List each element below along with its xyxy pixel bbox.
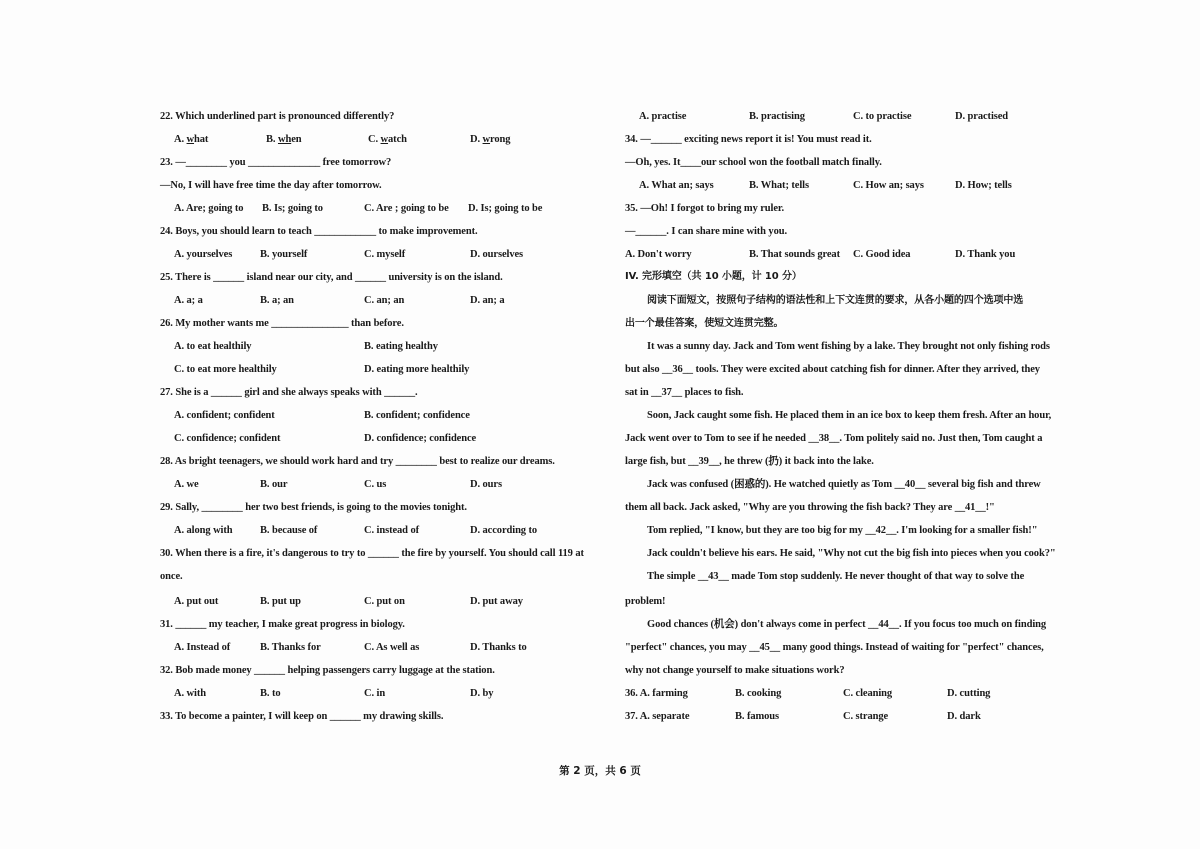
- text-segment: B. Is; going to: [262, 203, 323, 214]
- answer-option: [364, 202, 449, 216]
- answer-option: [639, 179, 714, 193]
- text-segment: 35. —Oh! I forgot to bring my ruler.: [625, 203, 785, 214]
- answer-option: [364, 409, 470, 423]
- answer-option: [364, 363, 469, 377]
- answer-option: [364, 478, 386, 492]
- question-text: [160, 618, 405, 632]
- text-segment: __41__: [954, 502, 986, 513]
- answer-option: [174, 478, 199, 492]
- text-segment: . I'm looking for a smaller fish!": [896, 525, 1038, 536]
- answer-option: [266, 133, 302, 147]
- text-segment: C. Good idea: [853, 249, 911, 260]
- answer-option: [625, 710, 689, 724]
- text-segment: B. That sounds great: [749, 249, 840, 260]
- text-segment: Soon, Jack caught some fish. He placed them in an ice box to keep them fresh. After an hour,: [647, 410, 1052, 421]
- answer-option: [843, 710, 888, 724]
- answer-option: [260, 687, 281, 701]
- answer-option: [364, 432, 476, 446]
- answer-option: [955, 110, 1008, 124]
- answer-option: [174, 363, 277, 377]
- text-segment: A. put out: [174, 596, 219, 607]
- text-segment: A. with: [174, 688, 206, 699]
- text-segment: en: [291, 134, 302, 145]
- text-segment: C. to practise: [853, 111, 912, 122]
- text-segment: 27. She is a ______ girl and she always speaks with ______.: [160, 387, 418, 398]
- question-text: [625, 664, 845, 678]
- underlined-text: w: [380, 134, 389, 145]
- question-text: [160, 179, 382, 193]
- text-segment: D. practised: [955, 111, 1009, 122]
- text-segment: A. What an; says: [639, 180, 714, 191]
- text-segment: tools. They were excited about catching fish for dinner. After they arrived, they: [692, 364, 1040, 375]
- answer-option: [470, 248, 523, 262]
- question-text: [625, 478, 1041, 492]
- text-segment: D. ours: [470, 479, 502, 490]
- answer-option: [174, 340, 251, 354]
- question-text: [625, 340, 1050, 354]
- underlined-text: wh: [277, 134, 292, 145]
- text-segment: __43__: [697, 571, 729, 582]
- question-text: [160, 501, 467, 515]
- text-segment: A. Don't worry: [625, 249, 692, 260]
- answer-option: [853, 110, 911, 124]
- question-text: [160, 110, 394, 124]
- text-segment: 26. My mother wants me _______________ than before.: [160, 318, 404, 329]
- text-segment: A.: [174, 134, 187, 145]
- question-text: [625, 363, 1040, 377]
- answer-option: [947, 687, 990, 701]
- answer-option: [853, 248, 910, 262]
- text-segment: . Tom politely said no. Just then, Tom caught a: [839, 433, 1043, 444]
- answer-option: [364, 641, 419, 655]
- text-segment: __45__: [749, 642, 781, 653]
- answer-option: [749, 110, 805, 124]
- text-segment: !": [985, 502, 995, 513]
- question-text: [160, 225, 478, 239]
- text-segment: B. eating healthy: [364, 341, 438, 352]
- text-segment: but also: [625, 364, 663, 375]
- answer-option: [174, 294, 203, 308]
- answer-option: [260, 294, 294, 308]
- answer-option: [735, 710, 779, 724]
- text-segment: C. us: [364, 479, 387, 490]
- answer-option: [174, 248, 232, 262]
- answer-option: [749, 248, 840, 262]
- text-segment: IV. 完形填空（共 10 小题，计 10 分）: [625, 271, 802, 282]
- question-text: [625, 524, 1037, 538]
- text-segment: __39__: [688, 456, 720, 467]
- answer-option: [364, 340, 438, 354]
- text-segment: 34. —______ exciting news report it is! You must read it.: [625, 134, 872, 145]
- answer-option: [470, 595, 523, 609]
- answer-option: [174, 202, 243, 216]
- answer-option: [260, 524, 317, 538]
- answer-option: [735, 687, 781, 701]
- section-text: [625, 294, 1023, 308]
- underlined-text: w: [186, 134, 195, 145]
- answer-option: [174, 687, 206, 701]
- text-segment: A. confident; confident: [174, 410, 275, 421]
- answer-option: [174, 409, 275, 423]
- text-segment: B. put up: [260, 596, 301, 607]
- answer-option: [470, 687, 493, 701]
- text-segment: C. in: [364, 688, 386, 699]
- question-text: [160, 317, 404, 331]
- underlined-text: w: [482, 134, 491, 145]
- text-segment: places to fish.: [682, 387, 744, 398]
- question-text: [160, 386, 418, 400]
- answer-option: [470, 294, 505, 308]
- question-text: [625, 618, 1046, 632]
- text-segment: C. As well as: [364, 642, 420, 653]
- text-segment: 28. As bright teenagers, we should work hard and try ________ best to realize our dreams.: [160, 456, 555, 467]
- answer-option: [625, 248, 692, 262]
- text-segment: 阅读下面短文，按照句子结构的语法性和上下文连贯的要求，从各小题的四个选项中选: [647, 295, 1024, 306]
- text-segment: C. myself: [364, 249, 406, 260]
- question-text: [625, 455, 874, 469]
- question-text: [625, 570, 1024, 584]
- text-segment: rong: [490, 134, 511, 145]
- question-text: [160, 570, 183, 584]
- text-segment: atch: [388, 134, 407, 145]
- text-segment: B. because of: [260, 525, 318, 536]
- text-segment: B. to: [260, 688, 281, 699]
- text-segment: 出一个最佳答案，使短文连贯完整。: [625, 318, 784, 329]
- answer-option: [174, 524, 233, 538]
- text-segment: D. Thank you: [955, 249, 1016, 260]
- text-segment: D. an; a: [470, 295, 505, 306]
- answer-option: [260, 478, 287, 492]
- text-segment: A. to eat healthily: [174, 341, 252, 352]
- text-segment: __42__: [865, 525, 897, 536]
- question-text: [625, 595, 665, 609]
- answer-option: [639, 110, 686, 124]
- answer-option: [174, 133, 208, 147]
- text-segment: B. famous: [735, 711, 780, 722]
- text-segment: __38__: [808, 433, 840, 444]
- text-segment: problem!: [625, 596, 666, 607]
- text-segment: D. eating more healthily: [364, 364, 470, 375]
- answer-option: [955, 179, 1012, 193]
- question-text: [625, 641, 1044, 655]
- question-text: [160, 664, 495, 678]
- answer-option: [174, 432, 280, 446]
- answer-option: [955, 248, 1015, 262]
- text-segment: , he threw (扔) it back into the lake.: [719, 456, 874, 467]
- answer-option: [368, 133, 407, 147]
- question-text: [625, 225, 787, 239]
- question-text: [160, 156, 391, 170]
- question-text: [625, 432, 1042, 446]
- question-text: [625, 547, 1056, 561]
- section-text: [625, 317, 783, 331]
- text-segment: B.: [266, 134, 278, 145]
- text-segment: 31. ______ my teacher, I make great progress in biology.: [160, 619, 405, 630]
- answer-option: [470, 478, 502, 492]
- text-segment: 25. There is ______ island near our city, and ______ university is on the island.: [160, 272, 503, 283]
- text-segment: A. yourselves: [174, 249, 233, 260]
- text-segment: 36. A. farming: [625, 688, 688, 699]
- text-segment: C.: [368, 134, 381, 145]
- answer-option: [470, 641, 527, 655]
- text-segment: 32. Bob made money ______ helping passengers carry luggage at the station.: [160, 665, 495, 676]
- answer-option: [364, 248, 405, 262]
- answer-option: [260, 595, 301, 609]
- answer-option: [625, 687, 688, 701]
- text-segment: C. strange: [843, 711, 889, 722]
- question-text: [625, 386, 743, 400]
- text-segment: A. Are; going to: [174, 203, 244, 214]
- answer-option: [470, 133, 510, 147]
- text-segment: __44__: [868, 619, 899, 630]
- text-segment: B. a; an: [260, 295, 294, 306]
- text-segment: —Oh, yes. It____our school won the football match finally.: [625, 157, 882, 168]
- answer-option: [260, 248, 307, 262]
- text-segment: The simple: [647, 571, 698, 582]
- question-text: [160, 271, 503, 285]
- question-text: [160, 455, 555, 469]
- text-segment: B. confident; confidence: [364, 410, 470, 421]
- text-segment: —No, I will have free time the day after tomorrow.: [160, 180, 382, 191]
- question-text: [160, 547, 584, 561]
- text-segment: 33. To become a painter, I will keep on ______ my drawing skills.: [160, 711, 444, 722]
- text-segment: C. confidence; confident: [174, 433, 281, 444]
- answer-option: [947, 710, 981, 724]
- text-segment: them all back. Jack asked, "Why are you throwing the fish back? They are: [625, 502, 955, 513]
- text-segment: C. an; an: [364, 295, 405, 306]
- text-segment: A. practise: [639, 111, 687, 122]
- text-segment: 23. —________ you ______________ free tomorrow?: [160, 157, 392, 168]
- text-segment: 30. When there is a fire, it's dangerous to try to ______ the fire by yourself. You should call 119 at: [160, 548, 584, 559]
- text-segment: __37__: [651, 387, 683, 398]
- question-text: [625, 501, 995, 515]
- answer-option: [470, 524, 537, 538]
- answer-option: [260, 641, 321, 655]
- section-text: [625, 270, 802, 284]
- text-segment: Good chances (机会) don't always come in perfect: [647, 619, 869, 630]
- text-segment: A. along with: [174, 525, 233, 536]
- text-segment: large fish, but: [625, 456, 689, 467]
- text-segment: D.: [470, 134, 483, 145]
- text-segment: Jack was confused (困惑的). He watched quietly as Tom: [647, 479, 895, 490]
- text-segment: It was a sunny day. Jack and Tom went fishing by a lake. They brought not only fishing rods: [647, 341, 1050, 352]
- text-segment: once.: [160, 571, 183, 582]
- text-segment: several big fish and threw: [925, 479, 1041, 490]
- answer-option: [364, 294, 404, 308]
- text-segment: B. Thanks for: [260, 642, 321, 653]
- text-segment: __40__: [894, 479, 926, 490]
- answer-option: [749, 179, 809, 193]
- text-segment: D. according to: [470, 525, 538, 536]
- answer-option: [853, 179, 924, 193]
- text-segment: C. Are ; going to be: [364, 203, 449, 214]
- text-segment: many good things. Instead of waiting for "perfect" chances,: [780, 642, 1044, 653]
- text-segment: C. How an; says: [853, 180, 924, 191]
- answer-option: [468, 202, 542, 216]
- text-segment: sat in: [625, 387, 652, 398]
- text-segment: 24. Boys, you should learn to teach ____________ to make improvement.: [160, 226, 478, 237]
- text-segment: Tom replied, "I know, but they are too big for my: [647, 525, 866, 536]
- text-segment: . If you focus too much on finding: [898, 619, 1047, 630]
- answer-option: [262, 202, 323, 216]
- text-segment: 37. A. separate: [625, 711, 690, 722]
- answer-option: [364, 687, 385, 701]
- text-segment: "perfect" chances, you may: [625, 642, 750, 653]
- text-segment: B. yourself: [260, 249, 308, 260]
- text-segment: C. put on: [364, 596, 405, 607]
- answer-option: [364, 524, 419, 538]
- answer-option: [174, 641, 230, 655]
- text-segment: D. dark: [947, 711, 981, 722]
- text-segment: B. What; tells: [749, 180, 809, 191]
- text-segment: D. Thanks to: [470, 642, 527, 653]
- text-segment: C. cleaning: [843, 688, 893, 699]
- answer-option: [364, 595, 405, 609]
- text-segment: __36__: [662, 364, 693, 375]
- page-footer: 第 2 页，共 6 页: [559, 765, 641, 777]
- answer-option: [174, 595, 218, 609]
- text-segment: 22. Which underlined part is pronounced differently?: [160, 111, 395, 122]
- text-segment: A. Instead of: [174, 642, 231, 653]
- question-text: [625, 133, 872, 147]
- text-segment: D. ourselves: [470, 249, 524, 260]
- answer-option: [843, 687, 892, 701]
- text-segment: D. Is; going to be: [468, 203, 543, 214]
- question-text: [625, 202, 784, 216]
- text-segment: —______. I can share mine with you.: [625, 226, 787, 237]
- text-segment: B. cooking: [735, 688, 782, 699]
- text-segment: Jack couldn't believe his ears. He said, "Why not cut the big fish into pieces when you cook?": [647, 548, 1056, 559]
- question-text: [160, 710, 443, 724]
- text-segment: D. How; tells: [955, 180, 1012, 191]
- text-segment: hat: [194, 134, 209, 145]
- text-segment: Jack went over to Tom to see if he needed: [625, 433, 809, 444]
- text-segment: B. practising: [749, 111, 805, 122]
- text-segment: D. confidence; confidence: [364, 433, 477, 444]
- question-text: [625, 409, 1051, 423]
- text-segment: made Tom stop suddenly. He never thought of that way to solve the: [728, 571, 1025, 582]
- question-text: [625, 156, 882, 170]
- text-segment: A. a; a: [174, 295, 203, 306]
- text-segment: C. instead of: [364, 525, 419, 536]
- text-segment: D. cutting: [947, 688, 991, 699]
- text-segment: why not change yourself to make situations work?: [625, 665, 845, 676]
- text-segment: A. we: [174, 479, 199, 490]
- text-segment: 29. Sally, ________ her two best friends, is going to the movies tonight.: [160, 502, 467, 513]
- text-segment: C. to eat more healthily: [174, 364, 277, 375]
- text-segment: B. our: [260, 479, 288, 490]
- text-segment: D. by: [470, 688, 494, 699]
- text-segment: D. put away: [470, 596, 523, 607]
